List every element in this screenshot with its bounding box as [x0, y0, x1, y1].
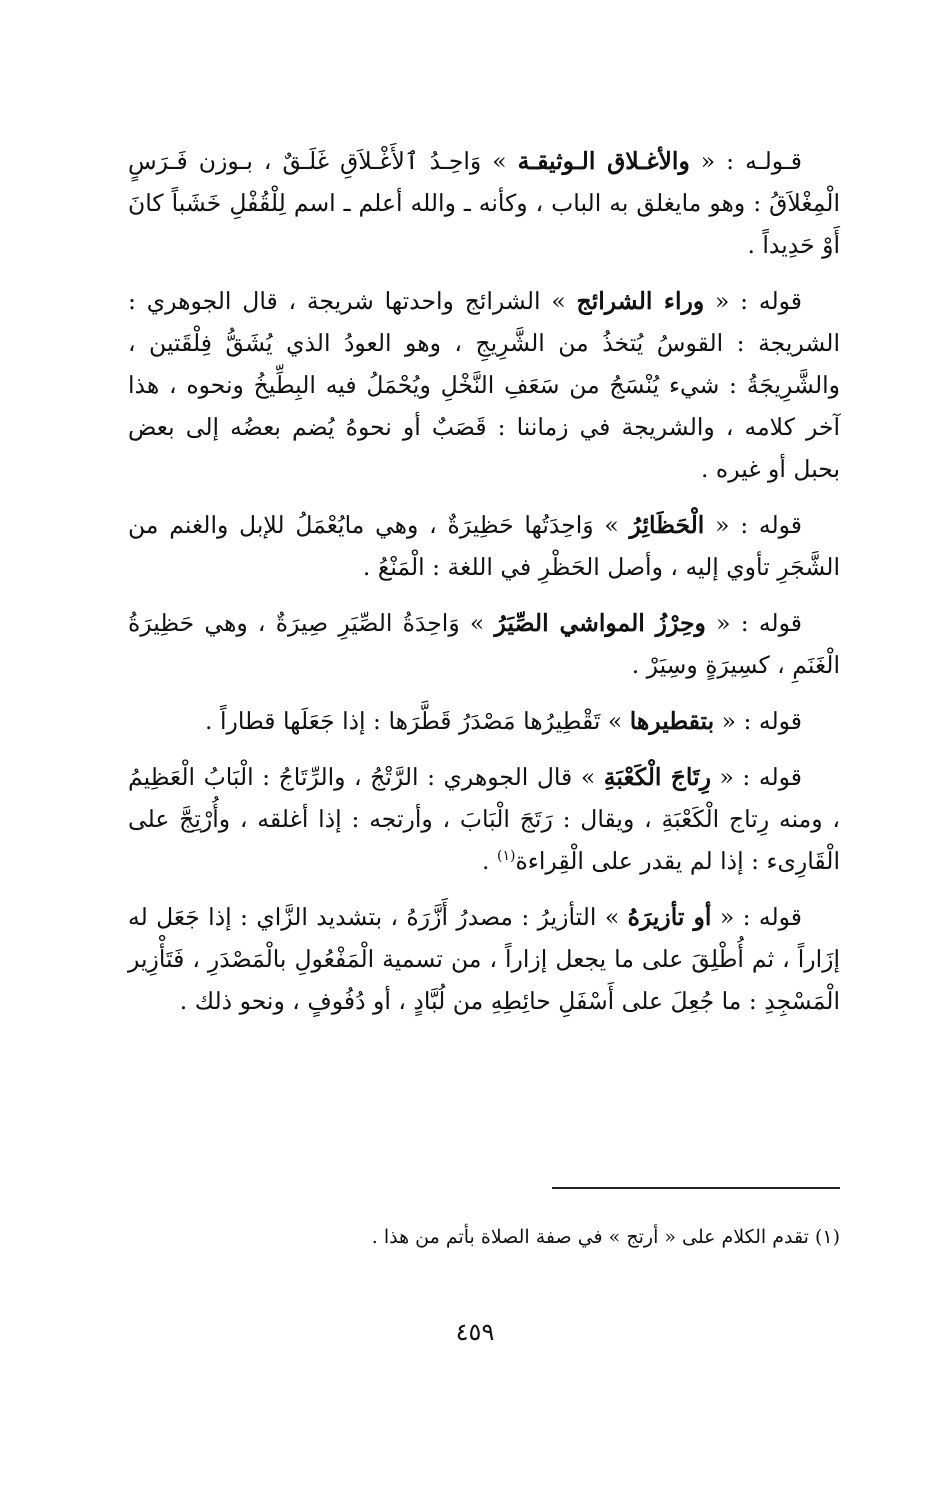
- page-body: [128, 140, 840, 1036]
- paragraph-lead: قوله : «: [721, 707, 802, 735]
- paragraph-7: [128, 896, 840, 1022]
- paragraph-term: أو تأزيرَهُ: [627, 903, 712, 931]
- paragraph-lead: قوله : «: [716, 609, 802, 637]
- paragraph-text: » قال الجوهري : الرَّتْجُ ، والرِّتَاجُ : الْبَابُ الْعَظِيمُ ، ومنه رِتاج الْكَعْبَةِ ، ويقال : رَتَجَ الْبَابَ ، وأرتجه : إذا أغلقه ، وأُرْتِجَّ على الْقَارِىء : إذا لم يقدر على الْقِراءة: [128, 763, 840, 875]
- paragraph-lead: قوله : «: [719, 763, 802, 791]
- paragraph-5: [128, 700, 840, 742]
- paragraph-6: [128, 756, 840, 882]
- paragraph-text: » وَاحِدَةُ الصِّيَرِ صِيرَةٌ ، وهي حَظِيرَةُ الْغَنَمِ ، كسِيرَةٍ وسِيَرْ .: [128, 609, 840, 679]
- paragraph-text: » وَاحِدَتُها حَظِيرَةٌ ، وهي مايُعْمَلُ للإبل والغنم من الشَّجَرِ تأوي إليه ، وأصل الحَظْرِ في اللغة : الْمَنْعُ .: [128, 511, 840, 581]
- paragraph-lead: قوله : «: [715, 511, 802, 539]
- paragraph-tail: .: [482, 847, 497, 875]
- paragraph-term: وحِرْزُ المواشي الصِّيَرُ: [494, 609, 706, 637]
- footnote-text: تقدم الكلام على « أرتج » في صفة الصلاة بأتم من هذا .: [371, 1226, 809, 1248]
- paragraph-lead: قـولـه : «: [700, 147, 802, 175]
- page-number: ٤٥٩: [455, 1318, 495, 1346]
- paragraph-term: رِتَاجَ الْكَعْبَةِ: [603, 763, 711, 791]
- paragraph-text: » التأزيرُ : مصدرُ أَزَّرَهُ ، بتشديد الزَّاي : إذا جَعَل له إزَاراً ، ثم أُطْلِقَ على ما يجعل إزاراً ، من تسمية الْمَفْعُولِ بالْمَصْدَرِ ، فَتَأْزِير الْمَسْجِدِ : ما جُعِلَ على أَسْفَلِ حائِطِهِ من لُبَّادٍ ، أو دُفُوفٍ ، ونحو ذلك .: [128, 903, 840, 1015]
- paragraph-4: [128, 602, 840, 686]
- paragraph-1: [128, 140, 840, 266]
- paragraph-text: » الشرائج واحدتها شريجة ، قال الجوهري : الشريجة : القوسُ يُتخذُ من الشَّرِيجِ ، وهو العودُ الذي يُشَقُّ فِلْقَتين ، والشَّرِيجَةُ : شيء يُنْسَجُ من سَعَفِ النَّخْلِ ويُحْمَلُ فيه البِطِّيخُ ونحوه ، هذا آخر كلامه ، والشريجة في زماننا : قَصَبٌ أو نحوهُ يُضم بعضُه إلى بعض بحبل أو غيره .: [128, 287, 840, 483]
- footnote: [300, 1222, 840, 1252]
- paragraph-3: [128, 504, 840, 588]
- footnote-marker: (١): [814, 1226, 840, 1248]
- footnote-reference[interactable]: (١): [497, 848, 516, 865]
- paragraph-term: والأغـلاق الـوثيقـة: [517, 147, 690, 175]
- paragraph-text: » تَقْطِيرُها مَصْدَرُ قَطَّرَها : إذا جَعَلَها قطاراً .: [205, 707, 623, 735]
- paragraph-term: الْحَظَائِرُ: [629, 511, 705, 539]
- paragraph-lead: قوله : «: [714, 287, 802, 315]
- paragraph-lead: قوله : «: [719, 903, 802, 931]
- paragraph-term: وراء الشرائج: [576, 287, 705, 315]
- paragraph-term: بتقطيرها: [629, 707, 715, 735]
- paragraph-text: » وَاحِـدُ ٱلأَغْـلاَقِ غَلَـقٌ ، بـوزن فَـرَسٍ الْمِغْلاَقُ : وهو مايغلق به الباب ، وكأنه ـ والله أعلم ـ اسم لِلْقُفْلِ خَشَباً كانَ أَوْ حَدِيداً .: [128, 147, 840, 259]
- footnote-divider: [552, 1187, 840, 1189]
- paragraph-2: [128, 280, 840, 490]
